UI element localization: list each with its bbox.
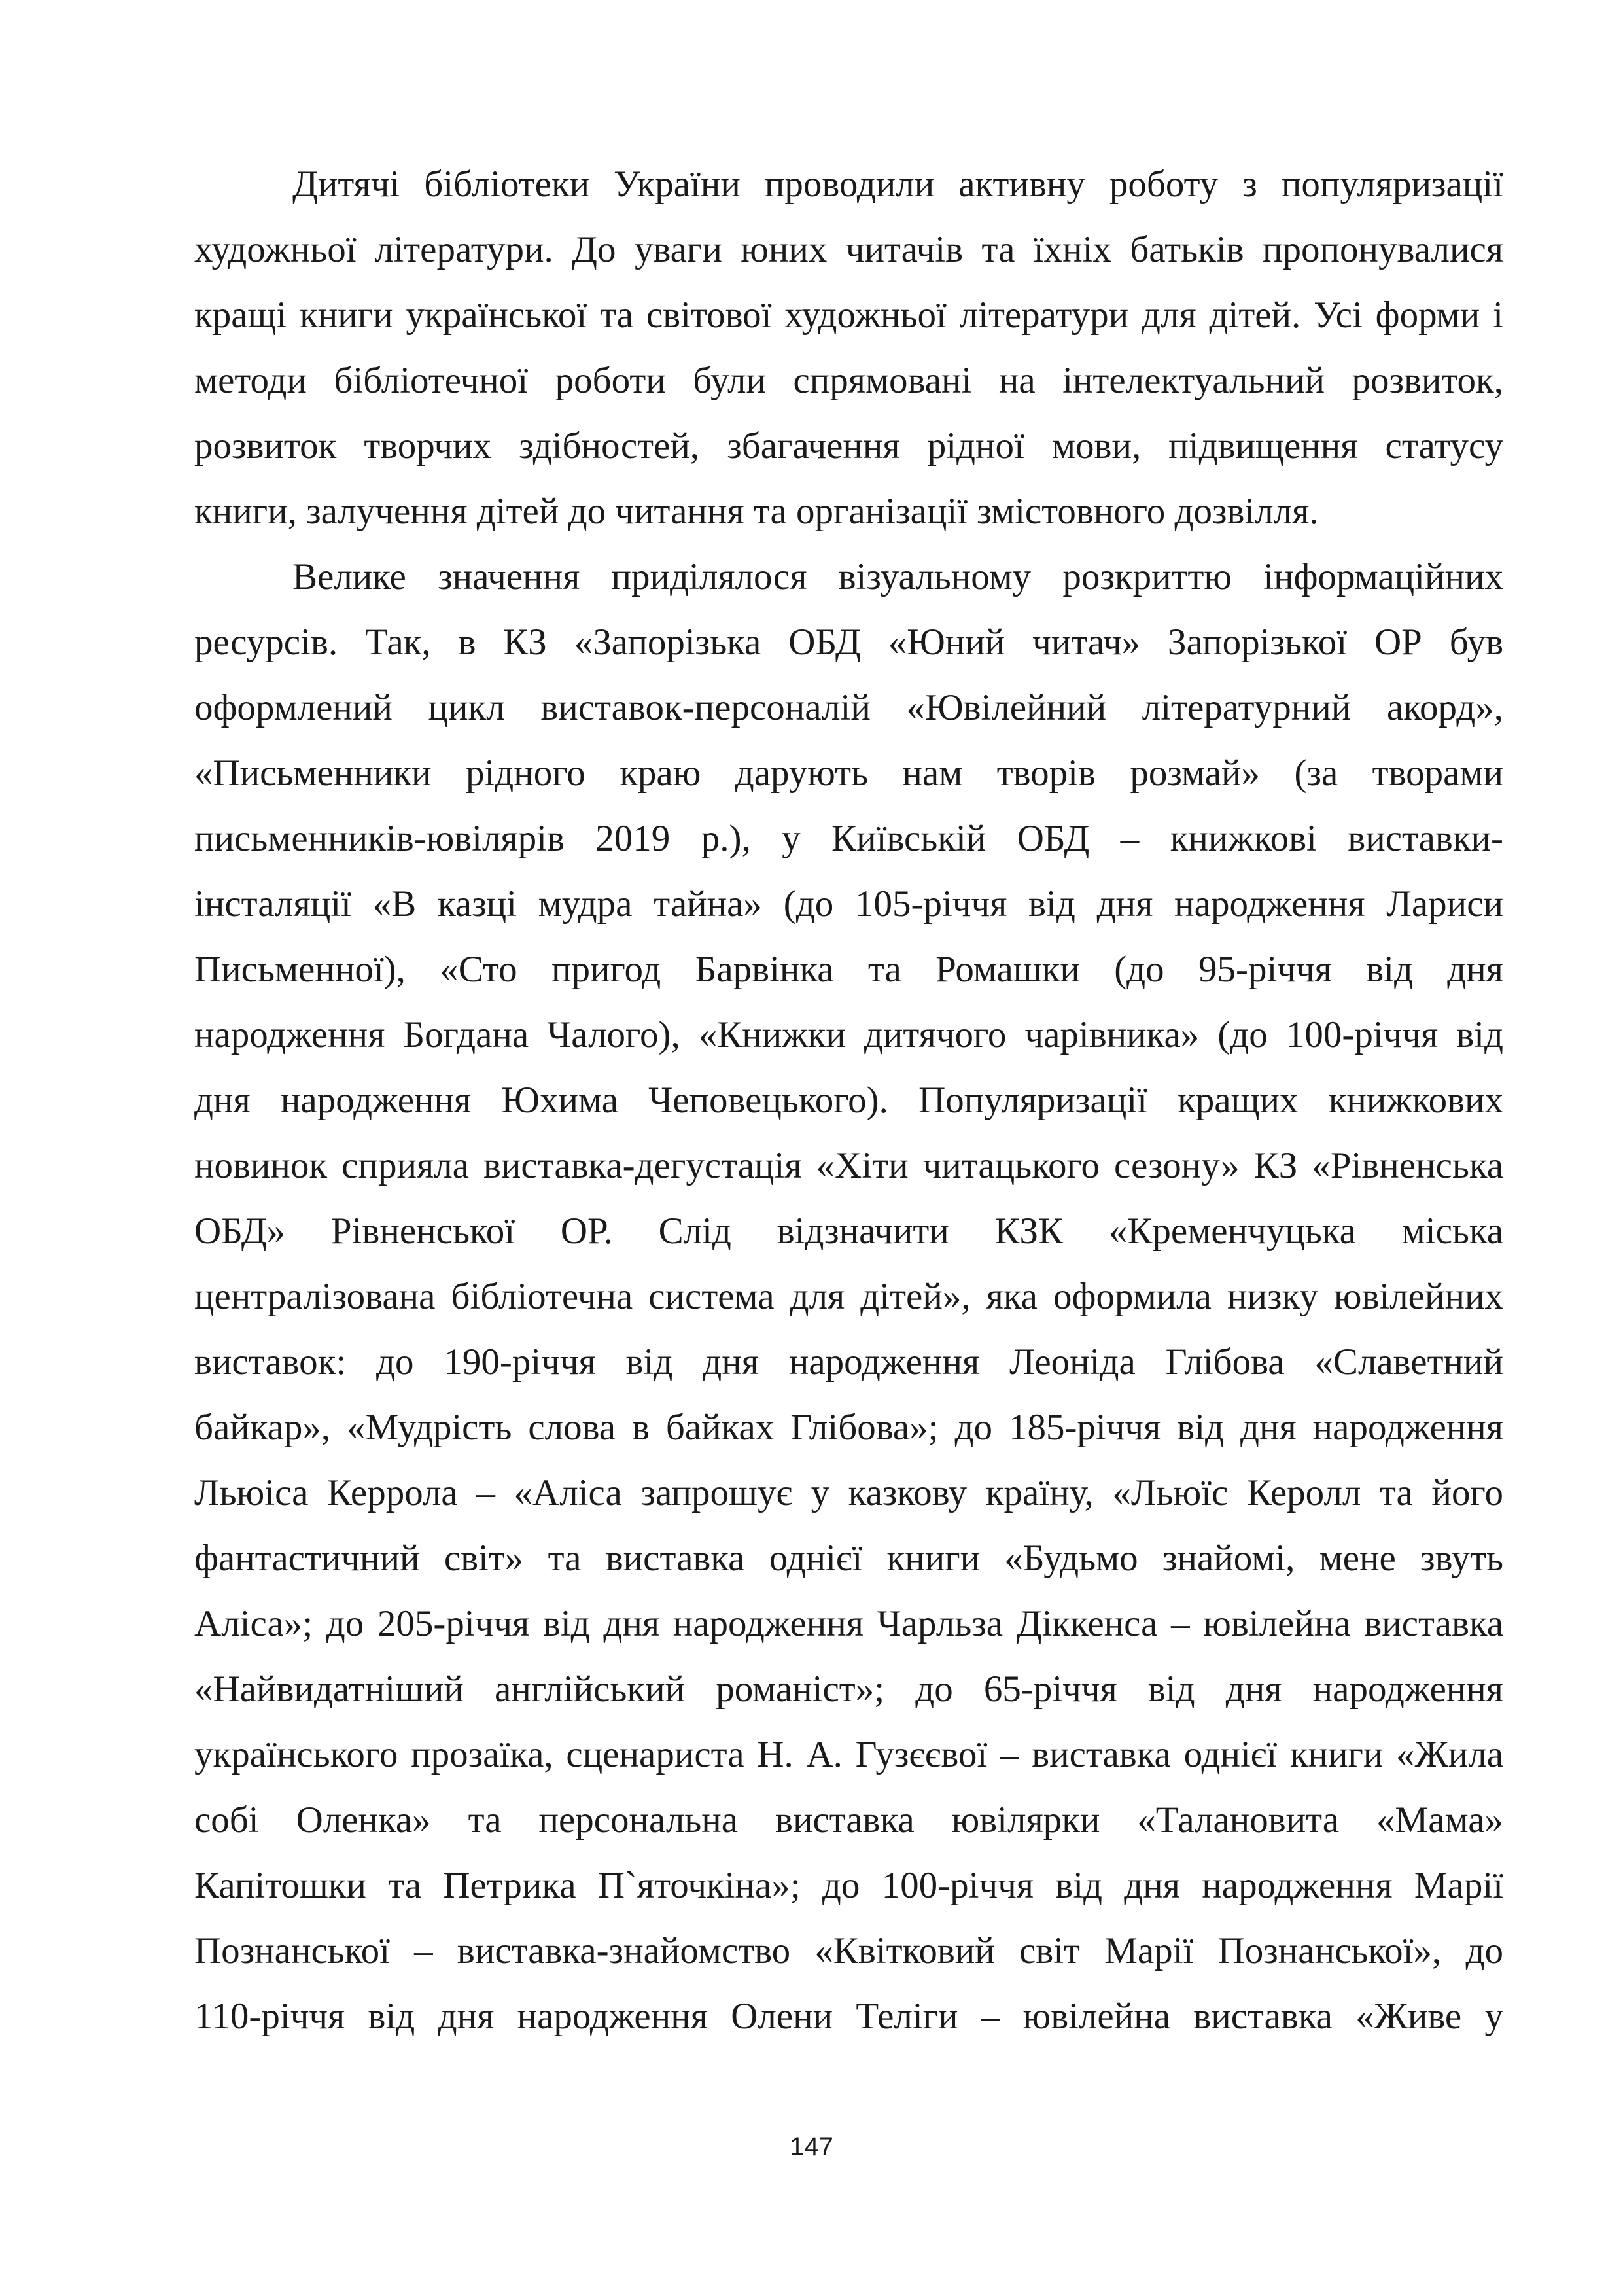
- text-line: розвиток творчих здібностей, збагачення рідної мови, підвищення статусу: [194, 425, 1503, 467]
- text-line: фантастичний світ» та виставка однієї книги «Будьмо знайомі, мене звуть: [194, 1538, 1503, 1579]
- text-line: Льюіса Керрола – «Аліса запрошує у казкову країну, «Льюїс Керолл та його: [194, 1472, 1503, 1513]
- text-line: дня народження Юхима Чеповецького). Популяризації кращих книжкових: [194, 1080, 1503, 1121]
- text-line: ресурсів. Так, в КЗ «Запорізька ОБД «Юний читач» Запорізької ОР був: [194, 622, 1503, 663]
- page-number: 147: [790, 2132, 833, 2161]
- text-line: письменників-ювілярів 2019 р.), у Київській ОБД – книжкові виставки-: [194, 818, 1503, 859]
- text-line: українського прозаїка, сценариста Н. А. Гузєєвої – виставка однієї книги «Жила: [194, 1734, 1503, 1775]
- text-line: «Письменники рідного краю дарують нам творів розмай» (за творами: [194, 752, 1503, 794]
- text-line: Велике значення приділялося візуальному розкриттю інформаційних: [292, 556, 1503, 597]
- text-line: інсталяції «В казці мудра тайна» (до 105-річчя від дня народження Лариси: [194, 883, 1503, 925]
- text-line: Капітошки та Петрика П`яточкіна»; до 100-річчя від дня народження Марії: [194, 1865, 1503, 1906]
- text-line: байкар», «Мудрість слова в байках Глібова»; до 185-річчя від дня народження: [194, 1407, 1503, 1448]
- text-line: «Найвидатніший англійський романіст»; до 65-річчя від дня народження: [194, 1669, 1503, 1710]
- text-line: ОБД» Рівненської ОР. Слід відзначити КЗК «Кременчуцька міська: [194, 1210, 1503, 1252]
- paragraph-2: [194, 544, 1503, 2049]
- text-line: Познанської – виставка-знайомство «Квітковий світ Марії Познанської», до: [194, 1930, 1503, 1971]
- document-body: [194, 152, 1503, 2049]
- text-line: 110-річчя від дня народження Олени Теліги – ювілейна виставка «Живе у: [194, 1996, 1503, 2037]
- text-line: кращі книги української та світової художньої літератури для дітей. Усі форми і: [194, 294, 1503, 336]
- text-line: художньої літератури. До уваги юних читачів та їхніх батьків пропонувалися: [194, 229, 1503, 270]
- text-line: книги, залучення дітей до читання та організації змістовного дозвілля.: [194, 491, 1319, 532]
- text-line: методи бібліотечної роботи були спрямовані на інтелектуальний розвиток,: [194, 360, 1503, 401]
- paragraph-1: [194, 152, 1503, 544]
- text-line: Дитячі бібліотеки України проводили активну роботу з популяризації: [292, 164, 1503, 205]
- text-line: оформлений цикл виставок-персоналій «Ювілейний літературний акорд»,: [194, 687, 1503, 728]
- text-line: новинок сприяла виставка-дегустація «Хіти читацького сезону» КЗ «Рівненська: [194, 1145, 1503, 1186]
- text-line: Письменної), «Сто пригод Барвінка та Ромашки (до 95-річчя від дня: [194, 949, 1503, 990]
- text-line: Аліса»; до 205-річчя від дня народження Чарльза Діккенса – ювілейна виставка: [194, 1603, 1503, 1644]
- text-line: собі Оленка» та персональна виставка ювілярки «Талановита «Мама»: [194, 1799, 1503, 1841]
- text-line: централізована бібліотечна система для дітей», яка оформила низку ювілейних: [194, 1276, 1503, 1317]
- text-line: народження Богдана Чалого), «Книжки дитячого чарівника» (до 100-річчя від: [194, 1014, 1503, 1055]
- text-line: виставок: до 190-річчя від дня народження Леоніда Глібова «Славетний: [194, 1341, 1503, 1383]
